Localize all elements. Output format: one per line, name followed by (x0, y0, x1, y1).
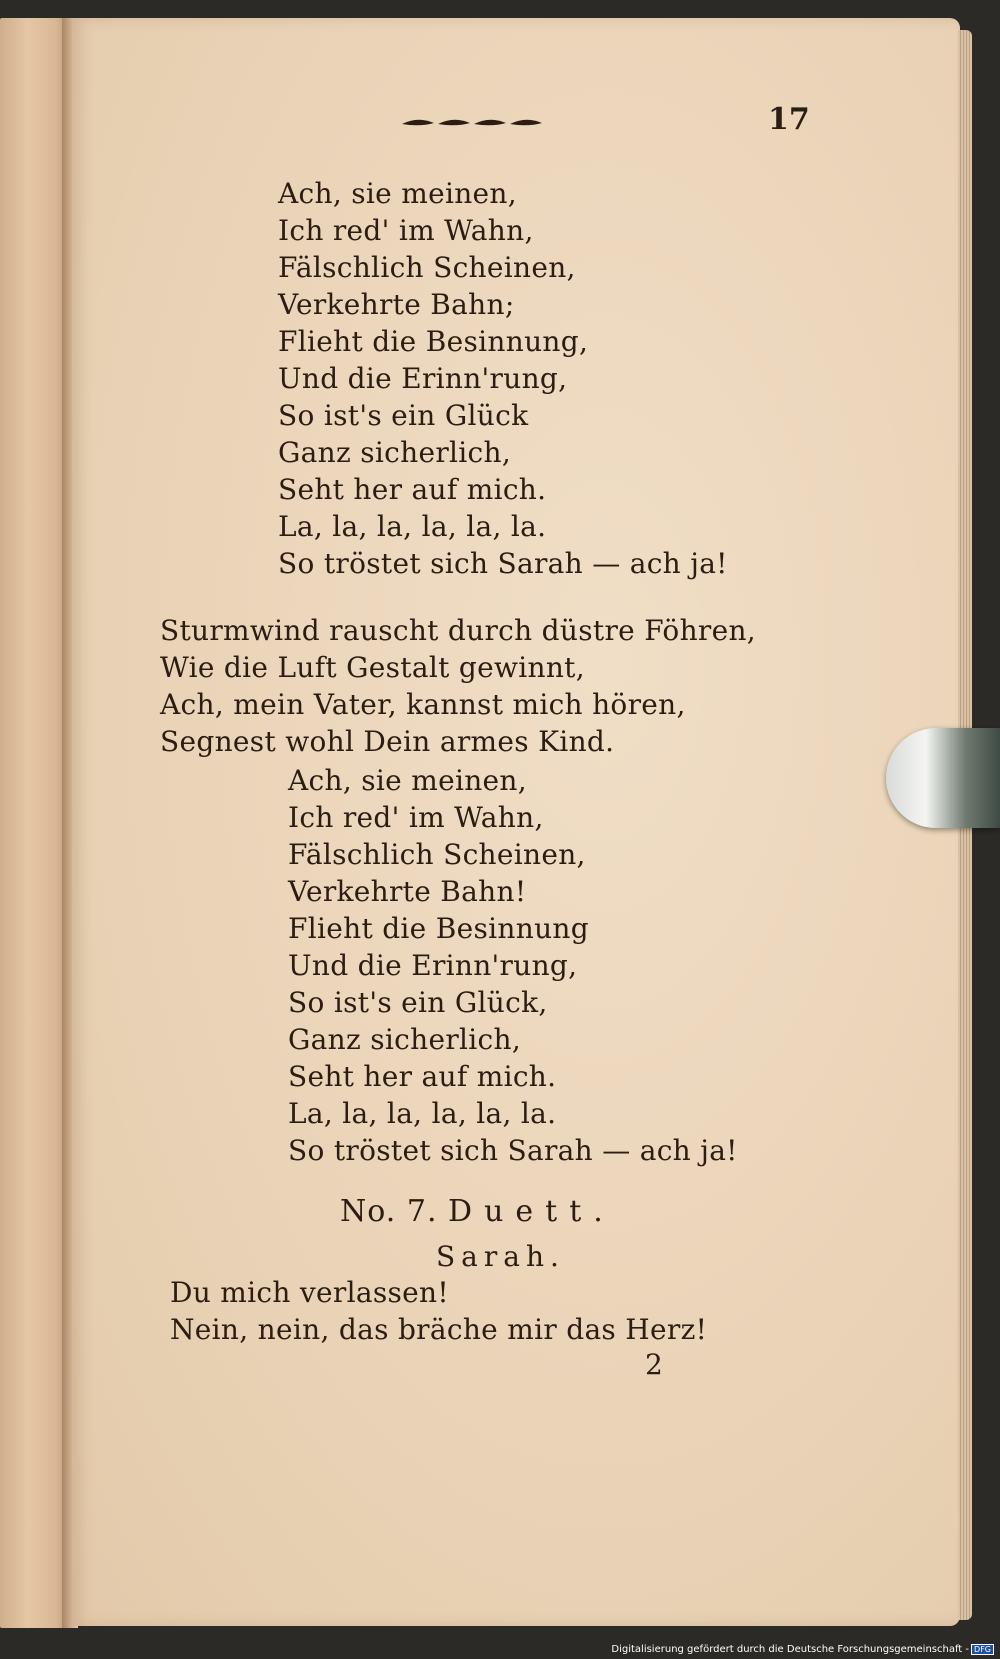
verse-line: So ist's ein Glück, (288, 986, 548, 1019)
number-heading (340, 1194, 615, 1229)
verse-line: Du mich verlassen! (170, 1276, 449, 1309)
verse-stanza-3 (288, 762, 738, 1169)
dfg-logo: DFG (971, 1644, 994, 1655)
number-heading-prefix: No. 7. (340, 1194, 438, 1229)
verse-line: Segnest wohl Dein armes Kind. (160, 725, 615, 758)
previous-page-edge (0, 18, 70, 1628)
verse-line: Und die Erinn'rung, (288, 949, 578, 982)
verse-stanza-1 (278, 175, 728, 582)
verse-line: Flieht die Besinnung (288, 912, 589, 945)
verse-line: Seht her auf mich. (278, 473, 547, 506)
number-heading-title: Duett. (448, 1194, 615, 1229)
verse-line: La, la, la, la, la, la. (288, 1097, 557, 1130)
verse-line: Ach, sie meinen, (288, 764, 527, 797)
verse-line: So tröstet sich Sarah — ach ja! (278, 547, 728, 580)
verse-line: Fälschlich Scheinen, (278, 251, 576, 284)
verse-line: Ich red' im Wahn, (278, 214, 534, 247)
verse-line: Sturmwind rauscht durch düstre Föhren, (160, 614, 756, 647)
verse-stanza-4 (170, 1274, 707, 1348)
verse-line: Flieht die Besinnung, (278, 325, 589, 358)
page-clip (886, 728, 1000, 828)
speaker-name: Sarah. (436, 1240, 565, 1273)
verse-line: So ist's ein Glück (278, 399, 529, 432)
verse-line: Ganz sicherlich, (278, 436, 512, 469)
verse-line: Ganz sicherlich, (288, 1023, 522, 1056)
ornament-divider-icon (400, 112, 550, 134)
credit-text: Digitalisierung gefördert durch die Deutsche Forschungsgemeinschaft - (611, 1644, 970, 1655)
verse-line: Und die Erinn'rung, (278, 362, 568, 395)
verse-line: Nein, nein, das bräche mir das Herz! (170, 1313, 708, 1346)
verse-stanza-2 (160, 612, 756, 760)
signature-mark: 2 (645, 1348, 663, 1381)
verse-line: Ich red' im Wahn, (288, 801, 544, 834)
digitization-credit (611, 1644, 994, 1655)
verse-line: Seht her auf mich. (288, 1060, 557, 1093)
verse-line: Wie die Luft Gestalt gewinnt, (160, 651, 585, 684)
verse-line: La, la, la, la, la, la. (278, 510, 547, 543)
page-number: 17 (768, 102, 810, 137)
verse-line: Ach, mein Vater, kannst mich hören, (160, 688, 686, 721)
verse-line: Fälschlich Scheinen, (288, 838, 586, 871)
verse-line: So tröstet sich Sarah — ach ja! (288, 1134, 738, 1167)
verse-line: Ach, sie meinen, (278, 177, 517, 210)
verse-line: Verkehrte Bahn! (288, 875, 527, 908)
verse-line: Verkehrte Bahn; (278, 288, 515, 321)
